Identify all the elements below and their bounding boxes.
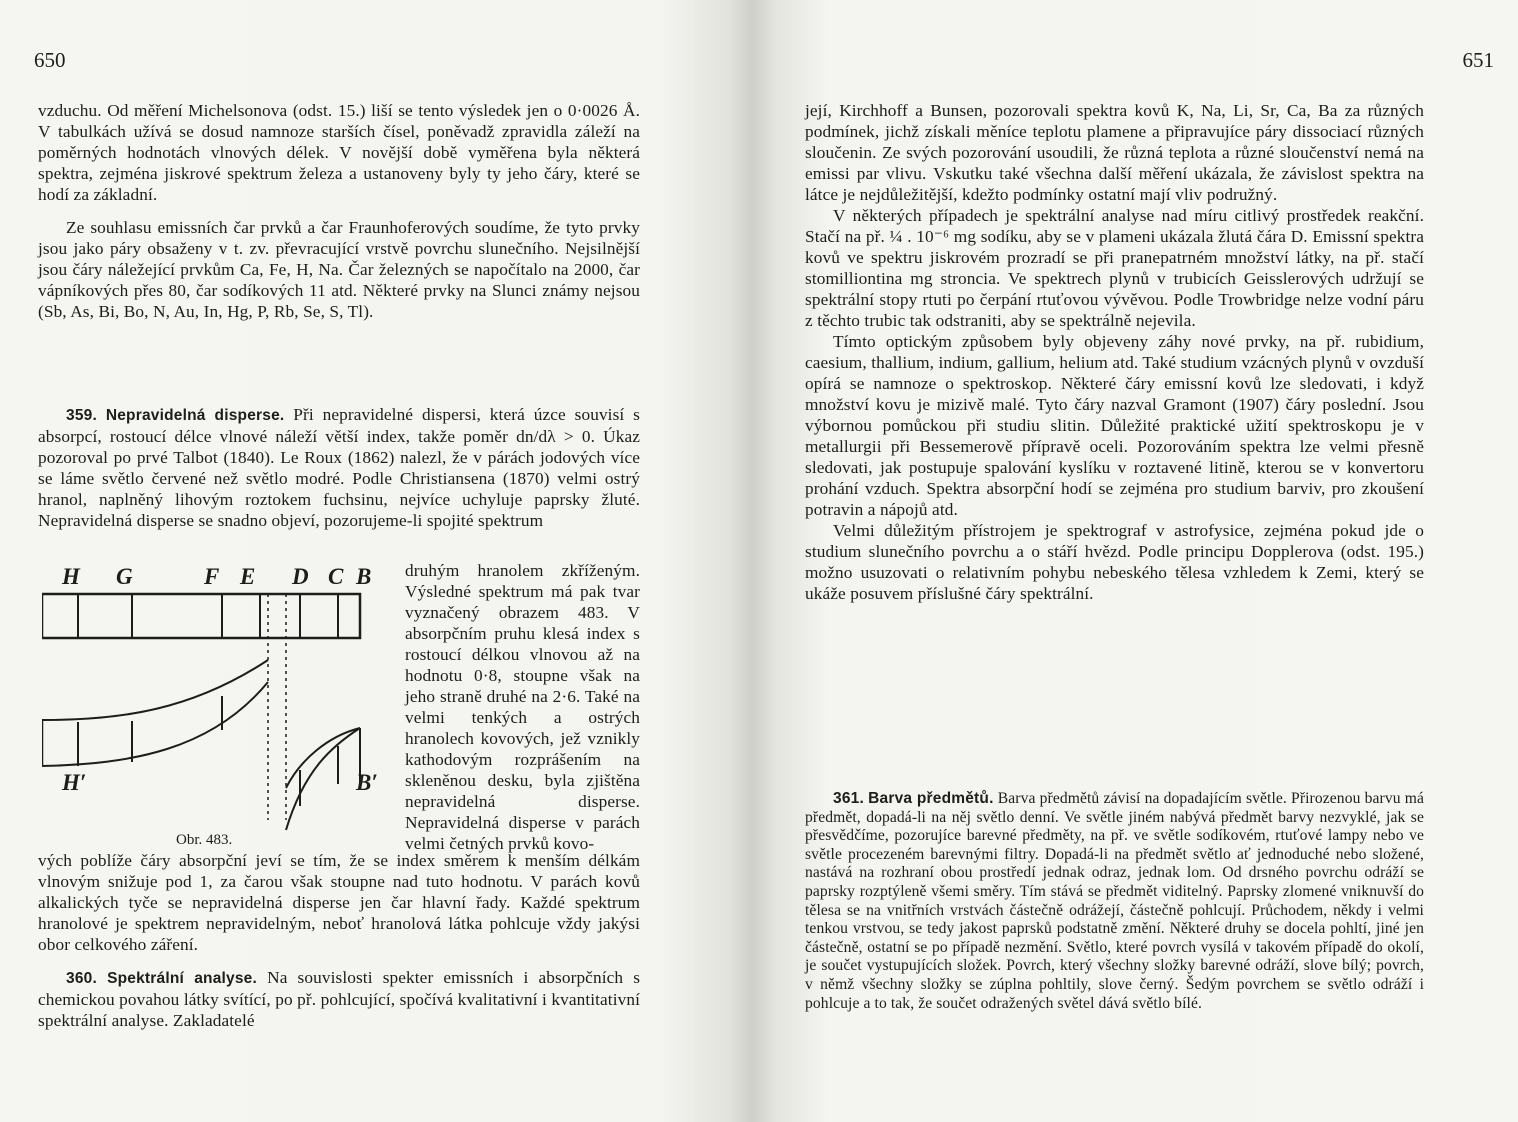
- section-number: 361.: [833, 790, 864, 807]
- section-text: Barva předmětů závisí na dopadajícím světle. Přirozenou barvu má předmět, dopadá-li na něj světlo denní. Ve světle jiném nabývá předmět barvy nezvyklé, jak se přesvědčíme, pozorujíce barevné předměty, na př. ve světle sodíkovém, rtuťové lampy nebo ve světle procezeném barevnými filtry. Dopadá-li na předmět světlo ať jednoduché nebo složené, nastává na rozhraní obou prostředí jednak odraz, jednak lom. Od drsného povrchu odráží se paprsky rozptýleně všemi směry. Tím stává se předmět viditelný. Paprsky zlomené vniknuvší do tělesa se na vnitřních vrstvách částečně odrážejí, částečně pohlcují. Průchodem, někdy i velmi tenkou vrstvou, se tedy jakost paprsků podstatně změní. Některé druhy se docela pohltí, jiné jen částečně, ostatní se po případě nezmění. Světlo, které povrch vysílá v takovém případě do okolí, je součet vystupujících složek. Povrch, který všechny složky barevné odráží, slove bílý; povrch, v němž všechny složky se zúplna pohltily, slove černý. Šedým povrchem se světlo odráží i pohlcuje a to tak, že součet odražených světel dává světlo bílé.: [805, 790, 1425, 1012]
- line-label-h: H: [62, 564, 80, 589]
- line-label-f: F: [204, 564, 220, 589]
- figure-483: [42, 564, 392, 860]
- line-label-h-prime: H′: [62, 770, 87, 795]
- line-label-d: D: [292, 564, 309, 589]
- line-label-b: B: [356, 564, 372, 589]
- section-number: 360.: [66, 970, 97, 987]
- paragraph: vých poblíže čáry absorpční jeví se tím, že se index směrem k menším délkám vlnovým snižuje pod 1, za čarou však stoupne nad tuto hodnotu. V parách kovů alkalických tyče se nepravidelná disperse jen čar hlavní řady. Každé spektrum hranolové je spektrem nepravidelným, neboť hranolová látka pohlcuje vždy jakýsi obor celkového záření.: [38, 851, 640, 954]
- section-title: Barva předmětů.: [868, 790, 994, 807]
- section-title: Spektrální analyse.: [107, 970, 257, 987]
- right-page: [752, 0, 1518, 1122]
- left-text-top: [38, 100, 640, 322]
- left-page: [0, 0, 752, 1122]
- paragraph: Tímto optickým způsobem byly objeveny záhy nové prvky, na př. rubidium, caesium, thallium, indium, gallium, helium atd. Také studium vzácných plynů v ovzduší opírá se namnoze o spektroskop. Některé čáry emissní kovů lze sledovati, i když množství kovu je mizivě malé. Tyto čáry nazval Gramont (1907) čáry poslední. Jsou výbornou pomůckou při studiu slitin. Důležité praktické užití spektroskopu je v metallurgii při Bessemerově přípravě oceli. Pozorováním spektra lze velmi přesně sledovati, jak postupuje spalování kyslíku v roztavené litině, kterou se v konvertoru prohání vzduch. Spektra absorpční hodí se zejména pro studium barviv, pro zkoušení potravin a nápojů atd.: [805, 332, 1424, 519]
- line-label-c: C: [328, 564, 344, 589]
- page-number-left: 650: [34, 48, 66, 72]
- line-label-e: E: [240, 564, 256, 589]
- figure-wrap-text: druhým hranolem zkříženým. Výsledné spektrum má pak tvar vyznačený obrazem 483. V absorpčním pruhu klesá index s rostoucí délkou vlnovou až na hodnotu 0·8, stoupne však na jeho straně druhé na 2·6. Také na velmi tenkých a ostrých hranolech kovových, jež vznikly kathodovým rozprášením na skleněnou desku, byla zjištěna nepravidelná disperse. Nepravidelná disperse v parách velmi četných prvků kovo-: [405, 561, 640, 853]
- line-label-g: G: [116, 564, 133, 589]
- page-number-right: 651: [1462, 48, 1494, 72]
- line-label-b-prime: B′: [356, 770, 378, 795]
- section-361: [805, 790, 1424, 1013]
- section-359: [38, 392, 640, 531]
- section-text: Na souvislosti spekter emissních i absorpčních s chemickou povahou látky svítící, po př. pohlcující, spočívá kvalitativní i kvantitativní spektrální analyse. Zakladatelé: [38, 968, 641, 1030]
- paragraph: Velmi důležitým přístrojem je spektrograf v astrofysice, zejména pokud jde o studium slunečního povrchu a o stáří hvězd. Podle principu Dopplerova (odst. 195.) možno usuzovati o relativním pohybu nebeského tělesa vzhledem k Zemi, který se ukáže posuvem příslušné čáry spektrální.: [805, 521, 1424, 603]
- right-text-top: [805, 100, 1424, 604]
- section-number: 359.: [66, 407, 97, 424]
- left-text-bottom: [38, 850, 640, 1031]
- paragraph: její, Kirchhoff a Bunsen, pozorovali spektra kovů K, Na, Li, Sr, Ca, Ba za různých podmínek, jichž získali měníce teplotu plamene a připravujíce páry dissociací různých sloučenin. Ze svých pozorování usoudili, že různá teplota a různé sloučenství nemá na emissi par vlivu. Vskutku také všechna další měření ukázala, že závislost spektra na látce je nejdůležitější, kdežto podmínky ostatní mají vliv podružný.: [805, 101, 1424, 204]
- section-text: Při nepravidelné dispersi, která úzce souvisí s absorpcí, rostoucí délce vlnové náleží větší index, takže poměr dn/dλ > 0. Úkaz pozoroval po prvé Talbot (1840). Le Roux (1862) nalezl, že v párách jodových více se láme světlo červené než světlo modré. Podle Christiansena (1870) velmi ostrý hranol, naplněný lihovým roztokem fuchsinu, nejvíce uchyluje paprsky žluté. Nepravidelná disperse se snadno objeví, pozorujeme-li spojité spektrum: [38, 405, 641, 530]
- paragraph: vzduchu. Od měření Michelsonova (odst. 15.) liší se tento výsledek jen o 0·0026 Å. V tabulkách užívá se dosud namnoze starších čísel, poněvadž zpravidla záleží na poměrných hodnotách vlnových délek. V novější době vyměřena byla některá spektra, zejména jiskrové spektrum železa a ustanoveny byly ty jeho čáry, které se hodí za základní.: [38, 101, 640, 204]
- figure-caption: Obr. 483.: [176, 832, 233, 848]
- paragraph: V některých případech je spektrální analyse nad míru citlivý prostředek reakční. Stačí na př. ¼ . 10⁻⁶ mg sodíku, aby se v plameni ukázala žlutá čára D. Emissní spektra kovů ve spektru jiskrovém prozradí se při pranepatrném množství látky, na př. stačí stomilliontina mg stroncia. Ve spektrech plynů v trubicích Geisslerových udržují se spektrální stopy rtuti po čerpání rtuťovou vývěvou. Podle Trowbridge nelze vodní páru z těchto trubic tak odstraniti, aby se spektrálně nejevila.: [805, 206, 1424, 330]
- section-title: Nepravidelná disperse.: [105, 407, 285, 424]
- spectrum-diagram: [42, 570, 392, 860]
- paragraph: Ze souhlasu emissních čar prvků a čar Fraunhoferových soudíme, že tyto prvky jsou jako páry obsaženy v t. zv. převracující vrstvě povrchu slunečního. Nejsilnější jsou čáry náležející prvkům Ca, Fe, H, Na. Čar železných se napočítalo na 2000, čar vápníkových přes 80, čar sodíkových 11 atd. Některé prvky na Slunci známy nejsou (Sb, As, Bi, Bo, N, Au, In, Hg, P, Rb, Se, S, Tl).: [38, 218, 640, 321]
